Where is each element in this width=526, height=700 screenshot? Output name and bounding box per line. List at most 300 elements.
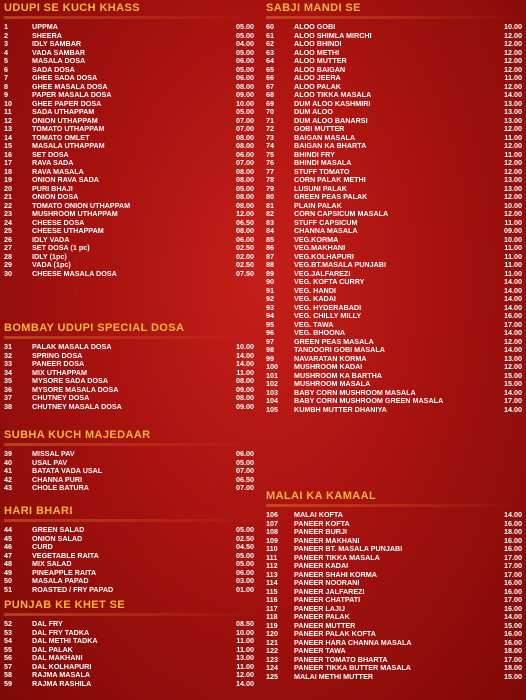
menu-item-row [4,227,254,236]
item-list [4,526,254,594]
menu-item-price: 08.00 [236,166,254,176]
menu-item-name: MASALA DOSA [32,57,86,65]
menu-item-row [4,352,254,361]
menu-item-number: 54 [4,636,12,645]
menu-item-number: 73 [266,132,274,142]
menu-item-number: 96 [266,328,274,337]
menu-item-name: CHUTNEY MASALA DOSA [32,402,122,411]
item-list [266,511,522,681]
menu-item-number: 79 [266,183,274,193]
menu-item-price: 09.00 [504,226,522,235]
menu-item-number: 81 [266,200,274,210]
menu-item-name: MYSORE MASALA DOSA [32,385,119,394]
menu-item-row [266,596,522,605]
menu-item-price: 08.00 [236,81,254,91]
menu-item-number: 50 [4,576,12,585]
menu-item-number: 16 [4,149,12,159]
menu-item-row [266,363,522,372]
menu-item-price: 12.00 [504,362,522,371]
menu-item-name: PANEER TIKKA BUTTER MASALA [294,664,411,672]
menu-item-price: 06.50 [236,474,254,484]
menu-item-row [266,117,522,126]
menu-item-row [4,219,254,228]
menu-item-name: USAL PAV [32,458,68,467]
menu-item-row [4,32,254,41]
menu-item-row [4,185,254,194]
menu-item-row [266,537,522,546]
menu-item-price: 05.00 [236,525,254,534]
menu-item-price: 13.00 [504,115,522,125]
menu-item-price: 17.00 [504,561,522,570]
menu-item-price: 07.00 [236,158,254,167]
menu-item-row [4,57,254,66]
menu-item-row [266,562,522,571]
menu-item-number: 89 [266,268,274,278]
menu-item-price: 15.00 [504,370,522,380]
menu-item-number: 33 [4,359,12,368]
menu-item-number: 71 [266,115,274,125]
menu-item-name: VEG. KOFTA CURRY [294,278,365,286]
menu-item-price: 18.00 [504,527,522,536]
menu-item-name: MALAI METHI MUTTER [294,672,374,681]
menu-item-number: 63 [266,47,274,57]
menu-item-number: 94 [266,311,274,320]
menu-item-name: MUSHROOM UTHAPPAM [32,210,118,218]
menu-item-number: 118 [266,612,278,621]
menu-item-price: 16.00 [504,544,522,553]
menu-item-name: PANEER TAWA [294,647,346,655]
section-subha [4,429,254,493]
menu-item-row [266,630,522,639]
menu-item-row [266,108,522,117]
menu-item-name: PANEER PALAK KOFTA [294,630,376,638]
menu-item-row [4,663,254,672]
menu-item-price: 11.00 [236,644,254,654]
menu-item-name: STUFF CAPSICUM [294,218,358,227]
menu-item-number: 77 [266,166,274,176]
menu-item-row [266,134,522,143]
menu-item-row [4,377,254,386]
menu-item-number: 93 [266,302,274,312]
menu-item-row [266,312,522,321]
menu-item-row [4,386,254,395]
menu-item-row [4,543,254,552]
menu-item-price: 12.00 [236,670,254,679]
menu-item-price: 18.00 [504,646,522,655]
menu-item-number: 45 [4,533,12,543]
menu-item-name: PALAK MASALA DOSA [32,343,112,351]
menu-item-name: PAPER MASALA DOSA [32,91,112,99]
menu-item-price: 09.00 [236,401,254,411]
menu-item-number: 78 [266,175,274,184]
menu-item-row [4,23,254,32]
menu-item-name: BHINDI FRY [294,150,335,159]
menu-item-name: PANEER PALAK [294,613,350,621]
menu-item-row [4,83,254,92]
menu-item-name: VEG. HYDERABADI [294,303,362,312]
menu-item-row [266,673,522,682]
divider [4,613,254,616]
menu-item-price: 11.00 [504,132,522,142]
menu-item-number: 36 [4,384,12,394]
menu-item-price: 08.00 [236,226,254,235]
menu-item-number: 86 [266,243,274,252]
menu-item-row [4,202,254,211]
menu-item-name: RAVA MASALA [32,167,84,176]
menu-item-name: ONION UTHAPPAM [32,116,98,125]
menu-item-price: 12.00 [504,158,522,167]
menu-item-name: DAL KOLHAPURI [32,662,92,671]
menu-item-price: 14.00 [504,285,522,295]
menu-item-name: TOMATO OMLET [32,133,90,142]
menu-item-number: 124 [266,663,278,672]
menu-item-number: 31 [4,342,12,351]
menu-item-name: TOMATO UTHAPPAM [32,125,105,133]
menu-item-row [4,253,254,262]
menu-item-number: 56 [4,653,12,662]
menu-item-row [4,646,254,655]
menu-item-name: GHEE PAPER DOSA [32,99,102,108]
menu-item-price: 12.00 [504,39,522,48]
menu-item-name: GREEN SALAD [32,526,85,534]
menu-item-number: 110 [266,544,278,553]
menu-item-price: 06.00 [236,567,254,577]
divider [4,443,254,446]
menu-item-name: PANEER JALFAREZI [294,587,365,596]
section-heading: BOMBAY UDUPI SPECIAL DOSA [4,322,185,334]
menu-item-price: 11.00 [236,661,254,671]
menu-item-name: UPPMA [32,23,58,31]
menu-item-name: MUSHROOM MASALA [294,380,371,388]
menu-item-price: 17.00 [504,396,522,405]
menu-item-row [4,629,254,638]
menu-item-number: 41 [4,466,12,475]
menu-item-row [266,511,522,520]
menu-item-name: CHOLE BATURA [32,484,89,492]
menu-item-row [4,159,254,168]
menu-item-number: 42 [4,474,12,484]
menu-item-number: 51 [4,584,12,594]
menu-item-price: 15.00 [504,379,522,388]
menu-item-price: 08.00 [236,192,254,201]
menu-item-number: 111 [266,552,278,562]
menu-item-price: 07.00 [236,115,254,125]
menu-item-number: 82 [266,209,274,218]
menu-item-number: 62 [266,39,274,48]
menu-item-price: 18.00 [504,663,522,672]
menu-item-row [266,287,522,296]
menu-item-name: KUMBH MUTTER DHANIYA [294,405,387,414]
menu-item-row [266,338,522,347]
menu-item-number: 119 [266,620,278,630]
menu-item-row [4,552,254,561]
menu-item-price: 17.00 [504,319,522,329]
section-heading: MALAI KA KAMAAL [266,490,377,502]
menu-item-price: 05.00 [236,30,254,40]
menu-item-row [266,639,522,648]
menu-item-row [266,355,522,364]
menu-item-number: 106 [266,510,278,519]
menu-item-row [4,586,254,595]
menu-item-row [4,459,254,468]
menu-item-row [4,100,254,109]
menu-item-number: 13 [4,124,12,133]
divider [266,16,522,19]
menu-item-price: 04.50 [236,542,254,551]
menu-item-price: 12.00 [504,64,522,74]
menu-item-name: BAIGAN MASALA [294,133,356,142]
menu-item-row [4,91,254,100]
menu-item-name: GREEN PEAS PALAK [294,193,368,201]
menu-item-number: 60 [266,22,274,31]
menu-item-number: 38 [4,401,12,411]
menu-item-name: PANEER BURJI [294,528,347,536]
menu-item-name: MUSHROOM KA BARTHA [294,371,382,380]
menu-item-number: 97 [266,336,274,346]
menu-item-row [266,168,522,177]
menu-item-price: 16.00 [504,637,522,647]
menu-item-name: BHINDI MASALA [294,159,352,167]
menu-item-price: 13.00 [504,183,522,193]
section-heading: PUNJAB KE KHET SE [4,599,126,611]
menu-item-price: 11.00 [504,268,522,278]
menu-item-row [266,397,522,406]
menu-item-price: 10.00 [504,234,522,244]
menu-item-name: PANEER TOMATO BHARTA [294,655,388,664]
menu-item-row [4,117,254,126]
menu-item-price: 02.00 [236,251,254,261]
menu-item-name: ALOO SHIMLA MIRCHI [294,31,372,40]
menu-item-row [4,210,254,219]
menu-item-row [266,236,522,245]
menu-item-row [4,343,254,352]
section-sabji [266,2,522,414]
menu-item-number: 28 [4,251,12,261]
menu-item-number: 25 [4,226,12,235]
menu-item-price: 07.50 [236,268,254,278]
menu-item-price: 10.00 [236,98,254,108]
menu-item-name: VEG.KORMA [294,235,339,244]
menu-item-number: 26 [4,234,12,244]
menu-item-name: TANDOORI GOBI MASALA [294,346,385,354]
menu-item-price: 11.00 [504,73,522,82]
menu-item-number: 122 [266,646,278,655]
menu-item-number: 10 [4,98,12,108]
menu-item-row [266,406,522,415]
menu-item-price: 06.00 [236,149,254,159]
menu-item-row [266,295,522,304]
section-bombay [4,322,254,411]
menu-item-name: VEG. CHILLY MILLY [294,312,362,320]
menu-item-name: SADA DOSA [32,65,75,74]
menu-item-name: DAL MAKHANI [32,654,83,662]
menu-item-price: 12.00 [504,124,522,133]
menu-item-number: 30 [4,268,12,278]
menu-item-price: 14.00 [236,678,254,688]
menu-item-number: 95 [266,319,274,329]
menu-item-price: 05.00 [236,22,254,31]
menu-item-row [266,321,522,330]
menu-item-number: 37 [4,393,12,402]
menu-item-price: 05.00 [236,183,254,193]
menu-item-price: 14.00 [504,404,522,414]
menu-item-name: PANEER BT. MASALA PUNJABI [294,545,403,553]
menu-item-name: ROASTED / FRY PAPAD [32,585,114,594]
menu-item-name: ALOO METHI [294,48,340,57]
menu-item-row [266,100,522,109]
menu-item-name: VEG. HANDI [294,286,336,295]
menu-item-name: BATATA VADA USAL [32,467,103,475]
menu-item-row [4,261,254,270]
menu-item-number: 43 [4,483,12,492]
menu-item-price: 12.00 [504,56,522,65]
menu-item-number: 53 [4,627,12,637]
divider [266,504,522,507]
menu-item-number: 90 [266,277,274,286]
menu-item-name: CHEESE UTHAPPAM [32,227,104,235]
menu-item-price: 11.00 [504,251,522,261]
menu-item-name: SHEERA [32,31,62,40]
menu-item-row [266,605,522,614]
menu-item-name: VEG.MAKHANI [294,244,346,252]
menu-item-price: 14.00 [504,302,522,312]
menu-item-name: ALOO JEERA [294,74,341,82]
menu-item-price: 15.00 [504,620,522,630]
menu-item-name: PINEAPPLE RAITA [32,568,97,577]
menu-item-price: 17.00 [504,595,522,604]
menu-item-number: 48 [4,559,12,568]
menu-item-price: 11.00 [504,149,522,159]
menu-item-number: 84 [266,226,274,235]
menu-item-price: 11.00 [236,636,254,645]
menu-item-number: 83 [266,217,274,227]
menu-item-price: 12.00 [504,47,522,57]
menu-item-price: 05.00 [236,47,254,57]
menu-item-number: 49 [4,567,12,577]
menu-item-price: 12.00 [504,192,522,201]
menu-item-price: 07.00 [236,124,254,133]
menu-item-name: PANEER KADAI [294,562,349,570]
menu-item-number: 19 [4,175,12,184]
menu-item-number: 76 [266,158,274,167]
menu-item-name: DUM ALOO [294,108,333,116]
menu-item-row [266,151,522,160]
menu-item-number: 52 [4,619,12,628]
menu-item-name: PANEER CHATPATI [294,596,361,604]
menu-item-name: CHEESE DOSA [32,218,85,227]
menu-item-number: 72 [266,124,274,133]
menu-item-number: 123 [266,654,278,664]
menu-item-price: 17.00 [504,654,522,664]
menu-item-price: 11.00 [504,260,522,269]
menu-item-row [266,389,522,398]
menu-item-row [266,40,522,49]
menu-item-number: 4 [4,47,8,57]
menu-item-price: 10.00 [504,200,522,210]
menu-item-row [266,193,522,202]
menu-item-name: GOBI MUTTER [294,125,345,133]
menu-item-row [4,620,254,629]
menu-item-number: 98 [266,345,274,354]
menu-item-number: 65 [266,64,274,74]
menu-item-row [266,270,522,279]
menu-item-price: 10.00 [236,627,254,637]
menu-item-price: 04.00 [236,39,254,48]
menu-item-price: 05.00 [236,559,254,568]
menu-item-price: 05.00 [236,107,254,116]
menu-item-number: 75 [266,149,274,159]
item-list [266,23,522,414]
item-list [4,450,254,493]
menu-item-number: 11 [4,107,12,116]
menu-item-price: 05.00 [236,64,254,74]
menu-item-name: ONION DOSA [32,193,79,201]
menu-item-row [266,664,522,673]
menu-item-number: 44 [4,525,12,534]
menu-item-number: 14 [4,132,12,142]
menu-item-price: 14.00 [504,328,522,337]
menu-item-number: 108 [266,527,278,536]
section-udupi [4,2,254,278]
menu-item-name: ALOO BHINDI [294,40,342,48]
menu-item-row [4,134,254,143]
menu-item-price: 02.50 [236,260,254,269]
menu-item-price: 12.00 [504,30,522,40]
menu-item-number: 64 [266,56,274,65]
menu-item-number: 40 [4,457,12,467]
menu-item-name: PANEER KOFTA [294,519,350,528]
menu-item-name: PURI BHAJI [32,184,73,193]
menu-item-number: 100 [266,362,278,371]
menu-item-price: 08.00 [236,141,254,150]
menu-item-name: DUM ALOO BANARSI [294,116,368,125]
menu-item-name: BAIGAN KA BHARTA [294,142,367,150]
menu-item-row [4,176,254,185]
menu-item-row [4,450,254,459]
menu-item-name: ALOO BAIGAN [294,65,346,74]
menu-item-price: 11.00 [504,217,522,227]
menu-item-name: LUSUNI PALAK [294,184,347,193]
menu-item-number: 69 [266,98,274,108]
menu-item-row [266,520,522,529]
menu-item-row [266,622,522,631]
menu-item-row [4,151,254,160]
menu-item-row [4,49,254,58]
menu-item-price: 16.00 [504,603,522,613]
menu-item-price: 09.00 [236,90,254,99]
menu-item-row [4,369,254,378]
section-malai [266,490,522,681]
menu-item-price: 13.00 [504,98,522,108]
menu-item-number: 87 [266,251,274,261]
menu-item-number: 85 [266,234,274,244]
section-heading: SABJI MANDI SE [266,2,361,14]
menu-item-row [266,57,522,66]
menu-item-name: PANEER MAKHANI [294,536,360,545]
menu-item-row [4,142,254,151]
menu-item-price: 06.00 [236,56,254,65]
section-punjab [4,599,254,688]
menu-item-price: 12.00 [504,336,522,346]
menu-item-number: 107 [266,518,278,528]
menu-item-price: 16.00 [504,586,522,596]
menu-item-name: BABY CORN MUSHROOM GREEN MASALA [294,397,444,405]
menu-item-price: 16.00 [504,311,522,320]
menu-item-name: IDLY VADA [32,235,70,244]
menu-item-number: 112 [266,561,278,570]
menu-item-row [4,168,254,177]
menu-item-price: 14.00 [504,294,522,303]
